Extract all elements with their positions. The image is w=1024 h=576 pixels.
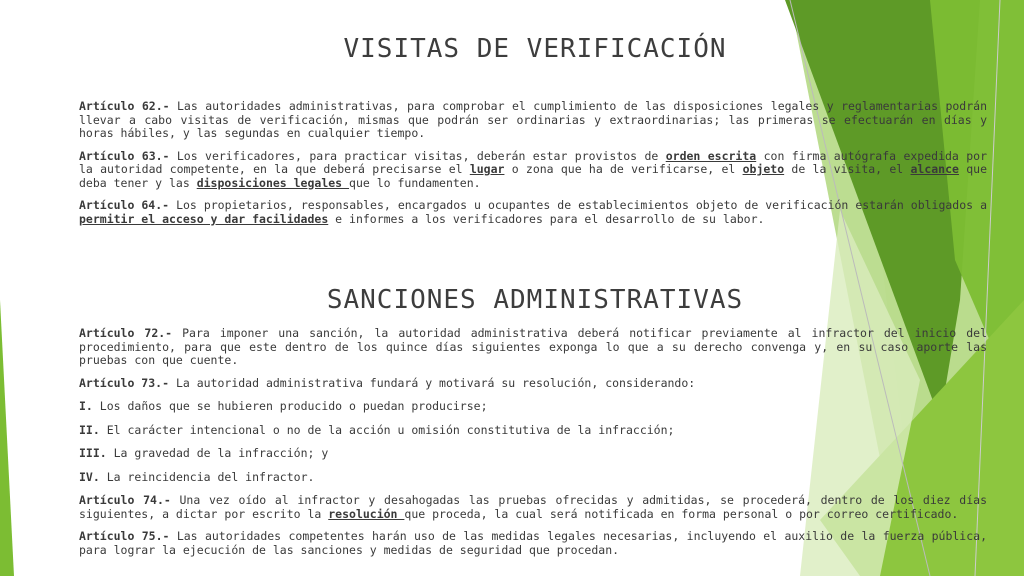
paragraph-text: Las autoridades administrativas, para comprobar el cumplimiento de las disposiciones legales y reglamentarias podrán llevar a cabo visitas de verificación, mismas que podrán ser ordinarias y extraordinarias; las primeras se efectuarán en días y horas hábiles, y las segundas en cualquier tiempo. xyxy=(79,99,987,140)
article-label: III. xyxy=(79,446,107,460)
paragraph-text: que deba tener y las xyxy=(79,162,987,190)
paragraph-text: Los daños que se hubieren producido o puedan producirse; xyxy=(92,399,488,413)
article-label: Artículo 73.- xyxy=(79,375,170,390)
article-label: Artículo 72.- xyxy=(79,326,173,340)
paragraph-text: La autoridad administrativa fundará y motivará su resolución, considerando: xyxy=(169,375,696,390)
section-visitas-text xyxy=(79,100,987,235)
article-label: Artículo 62.- xyxy=(79,99,170,113)
paragraph-text: Los verificadores, para practicar visitas, deberán estar provistos de xyxy=(169,148,666,163)
paragraph-text: o zona que ha de verificarse, el xyxy=(504,162,743,176)
paragraph xyxy=(79,150,987,191)
paragraph xyxy=(79,530,987,557)
paragraph-text: Para imponer una sanción, la autoridad administrativa deberá notificar previamente al infractor del inicio del procedimiento, para que este dentro de los quince días siguientes exponga lo que a su derecho convenga y, en su caso aporte las pruebas con que cuente. xyxy=(79,326,987,367)
paragraph-text: de la visita, el xyxy=(784,162,911,176)
paragraph xyxy=(79,400,987,414)
emphasized-term: alcance xyxy=(910,162,959,176)
paragraph-text: El carácter intencional o no de la acción u omisión constitutiva de la infracción; xyxy=(99,422,675,437)
section-title-visitas: VISITAS DE VERIFICACIÓN xyxy=(343,34,727,64)
paragraph-text: e informes a los verificadores para el desarrollo de su labor. xyxy=(328,211,765,226)
article-label: Artículo 63.- xyxy=(79,148,170,163)
article-label: Artículo 75.- xyxy=(79,529,170,543)
paragraph-text: Los propietarios, responsables, encargados u ocupantes de establecimientos objeto de verificación estarán obligados a xyxy=(169,198,987,212)
emphasized-term: resolución xyxy=(328,506,405,521)
paragraph-text: La reincidencia del infractor. xyxy=(99,469,315,484)
section-sanciones-text xyxy=(79,327,987,566)
paragraph xyxy=(79,447,987,461)
paragraph-text: que lo fundamenten. xyxy=(349,175,481,190)
article-label: I. xyxy=(79,399,93,413)
paragraph-text: con firma autógrafa expedida por la autoridad competente, en la que deberá precisarse el xyxy=(79,148,988,176)
paragraph xyxy=(79,377,987,391)
emphasized-term: permitir el acceso y dar facilidades xyxy=(79,211,329,226)
paragraph-text: Una vez oído al infractor y desahogadas las pruebas ofrecidas y admitidas, se procederá, dentro de los diez días siguientes, a dictar por escrito la xyxy=(79,493,987,521)
paragraph xyxy=(79,494,987,521)
article-label: II. xyxy=(79,422,100,437)
article-label: Artículo 64.- xyxy=(79,198,170,212)
article-label: Artículo 74.- xyxy=(79,493,171,507)
emphasized-term: lugar xyxy=(469,162,505,176)
paragraph-text: que proceda, la cual será notificada en forma personal o por correo certificado. xyxy=(404,506,959,521)
emphasized-term: orden escrita xyxy=(665,148,757,163)
paragraph xyxy=(79,199,987,226)
paragraph xyxy=(79,471,987,485)
emphasized-term: disposiciones legales xyxy=(196,175,350,190)
paragraph-text: La gravedad de la infracción; y xyxy=(106,446,329,460)
article-label: IV. xyxy=(79,469,100,484)
paragraph xyxy=(79,424,987,438)
paragraph xyxy=(79,327,987,368)
paragraph-text: Las autoridades competentes harán uso de las medidas legales necesarias, incluyendo el auxilio de la fuerza pública, para lograr la ejecución de las sanciones y medidas de seguridad que procedan. xyxy=(79,529,987,557)
section-title-sanciones: SANCIONES ADMINISTRATIVAS xyxy=(326,285,744,315)
emphasized-term: objeto xyxy=(742,162,785,176)
paragraph xyxy=(79,100,987,141)
